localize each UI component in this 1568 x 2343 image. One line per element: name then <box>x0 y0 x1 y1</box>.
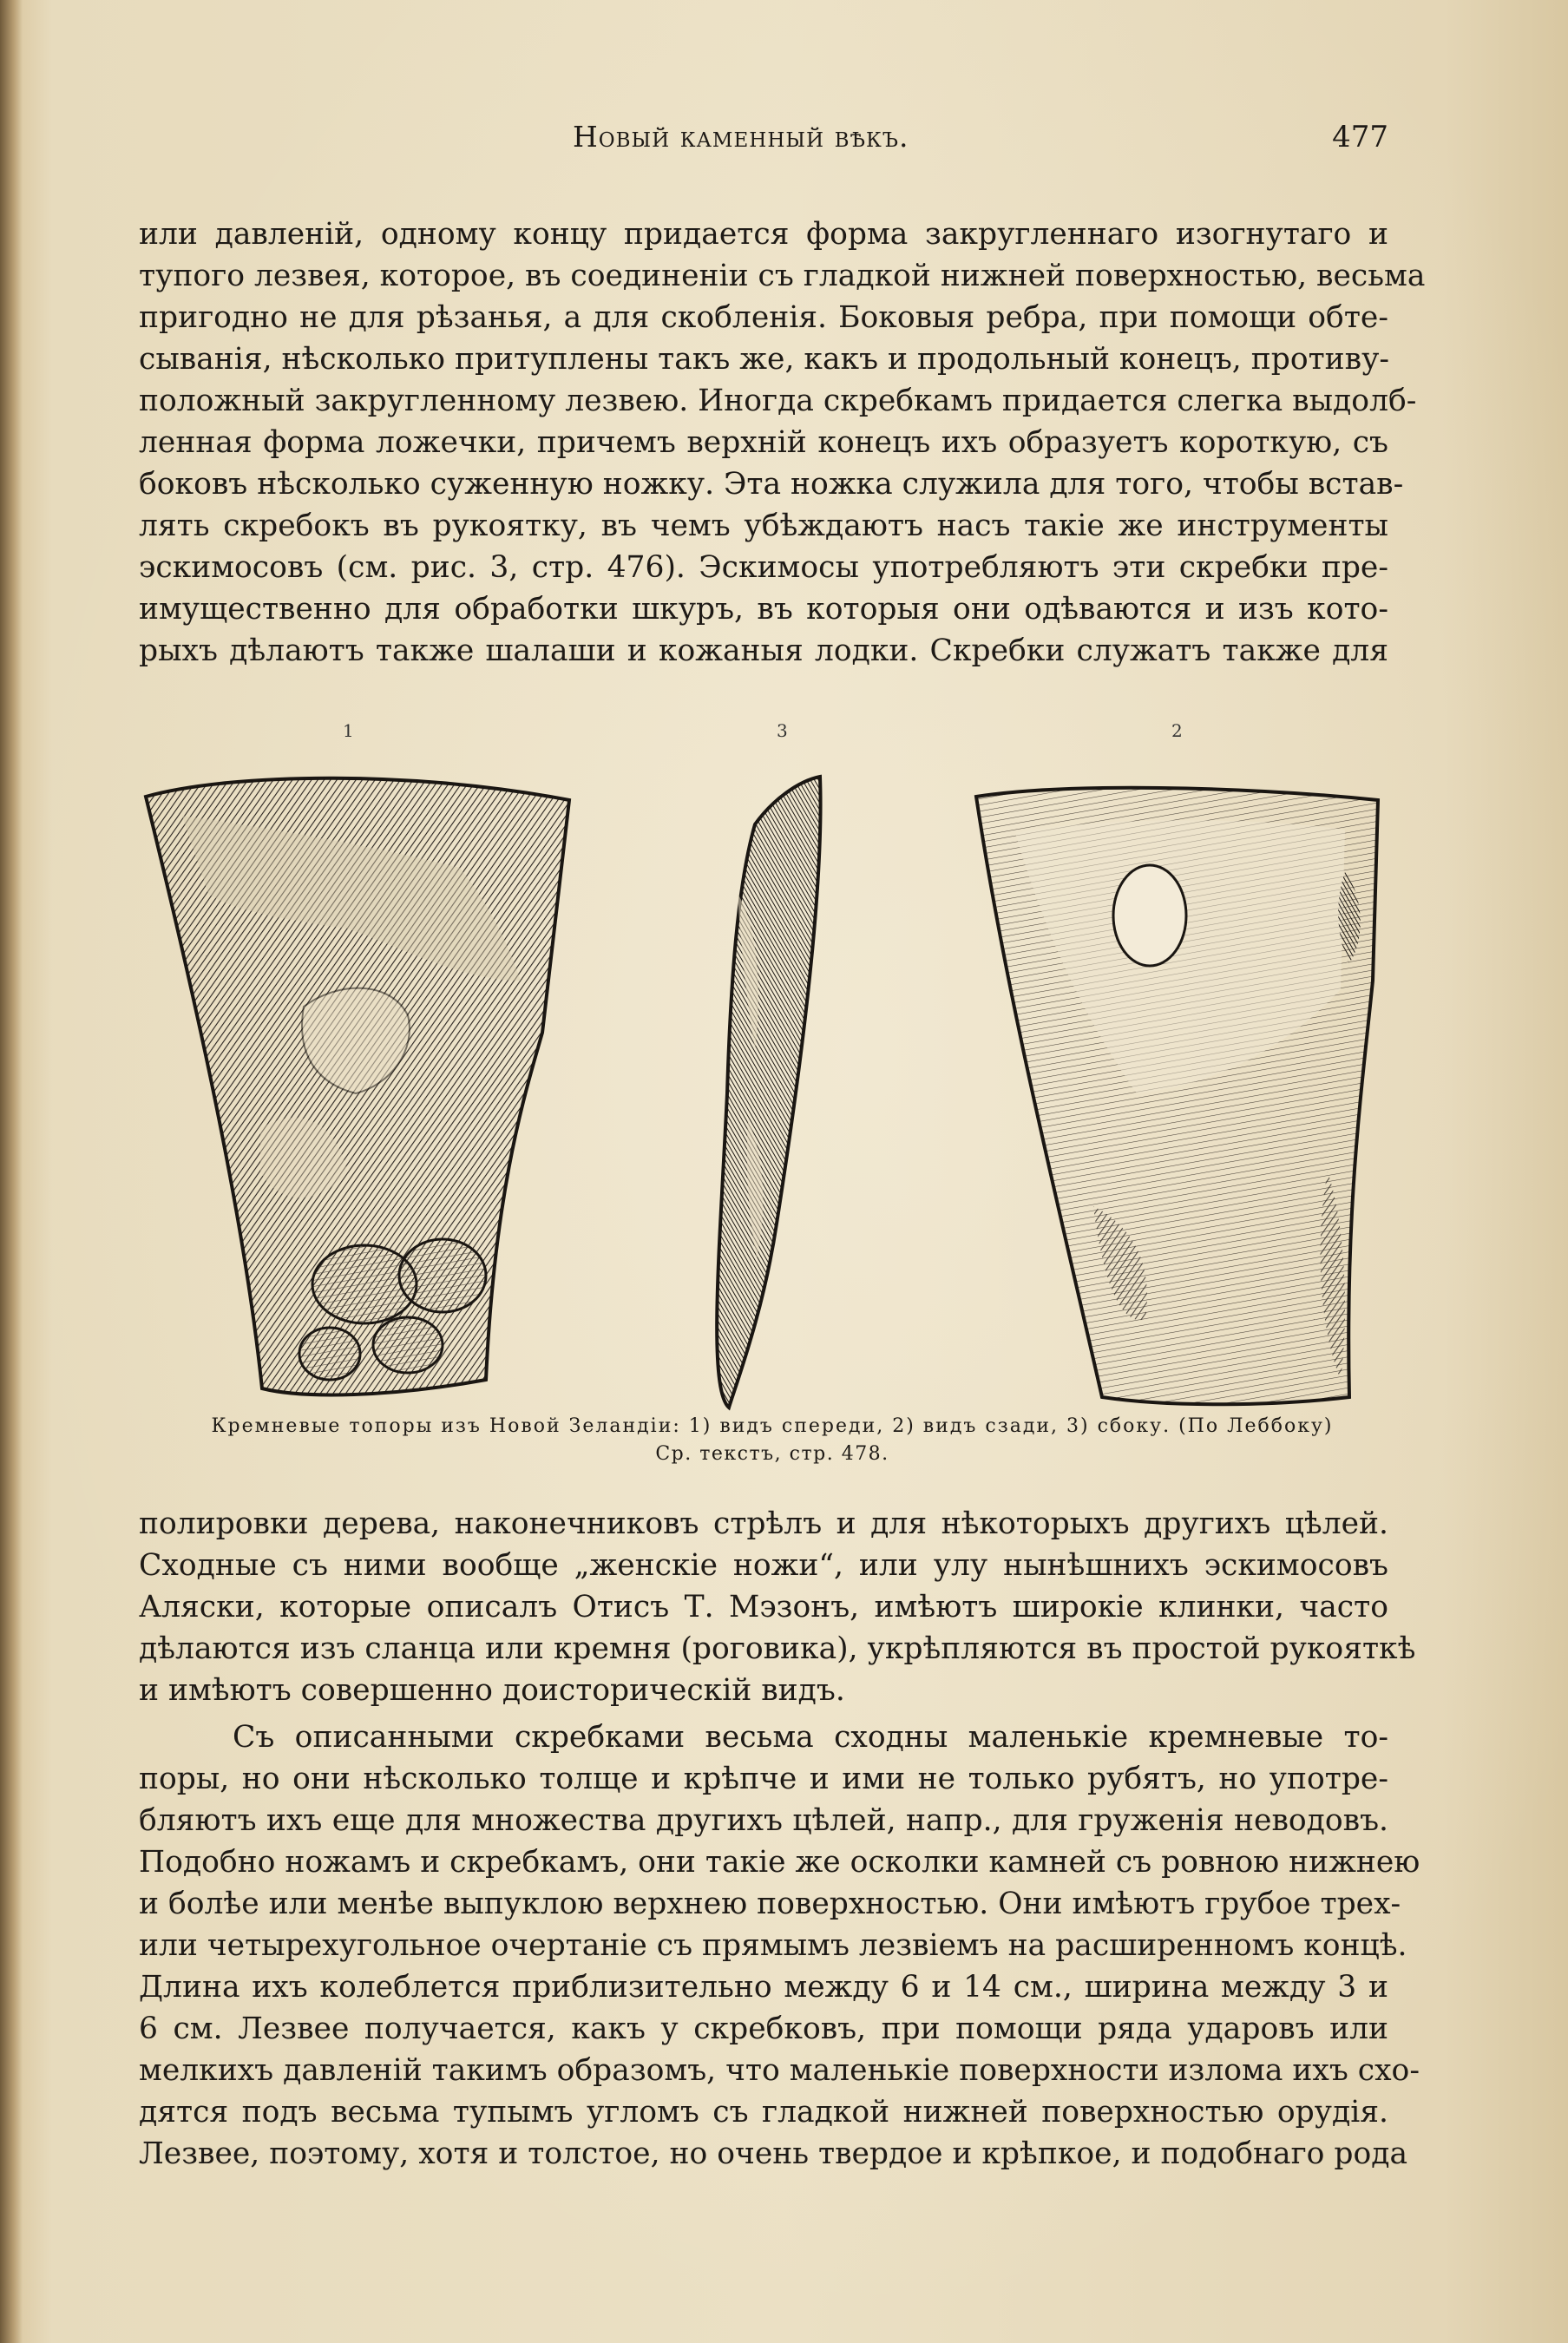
text-line: эскимосовъ (см. рис. 3, стр. 476). Эскимосы употребляютъ эти скребки пре- <box>139 550 1388 585</box>
text-line: Подобно ножамъ и скребкамъ, они такіе же осколки камней съ ровною нижнею <box>139 1845 1420 1880</box>
text-line: ленная форма ложечки, причемъ верхній конецъ ихъ образуетъ короткую, съ <box>139 425 1388 460</box>
text-line: сыванія, нѣсколько притуплены такъ же, какъ и продольный конецъ, противу- <box>139 342 1390 377</box>
paragraph-2 <box>139 1503 1416 1711</box>
paragraph-1 <box>139 213 1426 672</box>
axe-back-view <box>976 788 1378 1404</box>
text-line: положный закругленному лезвею. Иногда скребкамъ придается слегка выдолб- <box>139 384 1417 418</box>
figure-label-1: 1 <box>343 720 354 741</box>
running-title: Новый каменный вѣкъ. <box>573 120 909 154</box>
text-line: Длина ихъ колеблется приблизительно между 6 и 14 см., ширина между 3 и <box>139 1970 1388 2005</box>
text-line: пригодно не для рѣзанья, а для скобленія. Боковыя ребра, при помощи обте- <box>139 300 1388 335</box>
page-header <box>139 120 1388 163</box>
text-line: Лезвее, поэтому, хотя и толстое, но очень твердое и крѣпкое, и подобнаго рода <box>139 2136 1408 2171</box>
text-line: и болѣе или менѣе выпуклою верхнею поверхностью. Они имѣютъ грубое трех- <box>139 1887 1401 1921</box>
figure-flint-axes <box>130 720 1397 1441</box>
figure-label-3: 3 <box>777 720 788 741</box>
figure-caption-reference: Ср. текстъ, стр. 478. <box>655 1443 889 1465</box>
text-line: Съ описанными скребками весьма сходны маленькіе кремневые то- <box>233 1720 1388 1755</box>
figure-caption: Кремневые топоры изъ Новой Зеландіи: 1) видъ спереди, 2) видъ сзади, 3) сбоку. (По Леббоку) <box>211 1415 1334 1437</box>
text-line: и имѣютъ совершенно доисторическій видъ. <box>139 1673 845 1708</box>
text-line: боковъ нѣсколько суженную ножку. Эта ножка служила для того, чтобы встав- <box>139 467 1404 502</box>
text-line: поры, но они нѣсколько толще и крѣпче и ими не только рубятъ, но употре- <box>139 1762 1388 1796</box>
text-line: дѣлаются изъ сланца или кремня (роговика), укрѣпляются въ простой рукояткѣ <box>139 1631 1416 1666</box>
figure-label-2: 2 <box>1171 720 1183 741</box>
text-line: или давленій, одному концу придается форма закругленнаго изогнутаго и <box>139 217 1388 252</box>
text-line: мелкихъ давленій такимъ образомъ, что маленькіе поверхности излома ихъ схо- <box>139 2053 1420 2088</box>
axe-side-view <box>717 777 820 1408</box>
paragraph-3 <box>139 1716 1420 2175</box>
text-line: Сходные съ ними вообще „женскіе ножи“, или улу нынѣшнихъ эскимосовъ <box>139 1548 1388 1583</box>
page-number: 477 <box>1332 120 1388 154</box>
axes-illustration <box>130 720 1397 1432</box>
text-line: полировки дерева, наконечниковъ стрѣлъ и для нѣкоторыхъ другихъ цѣлей. <box>139 1506 1388 1541</box>
text-line: имущественно для обработки шкуръ, въ которыя они одѣваются и изъ кото- <box>139 592 1388 627</box>
text-line: тупого лезвея, которое, въ соединеніи съ гладкой нижней поверхностью, весьма <box>139 259 1426 293</box>
text-line: 6 см. Лезвее получается, какъ у скребковъ, при помощи ряда ударовъ или <box>139 2012 1388 2046</box>
text-line: рыхъ дѣлаютъ также шалаши и кожаныя лодки. Скребки служатъ также для <box>139 633 1388 668</box>
text-line: лять скребокъ въ рукоятку, въ чемъ убѣждаютъ насъ такіе же инструменты <box>139 509 1388 543</box>
text-line: Аляски, которые описалъ Отисъ Т. Мэзонъ, имѣютъ широкіе клинки, часто <box>139 1590 1388 1624</box>
text-line: бляютъ ихъ еще для множества другихъ цѣлей, напр., для груженія неводовъ. <box>139 1803 1388 1838</box>
axe-front-view <box>146 778 569 1395</box>
text-line: или четырехугольное очертаніе съ прямымъ лезвіемъ на расширенномъ концѣ. <box>139 1928 1407 1963</box>
text-line: дятся подъ весьма тупымъ угломъ съ гладкой нижней поверхностью орудія. <box>139 2095 1388 2130</box>
binding-gutter <box>0 0 23 2343</box>
